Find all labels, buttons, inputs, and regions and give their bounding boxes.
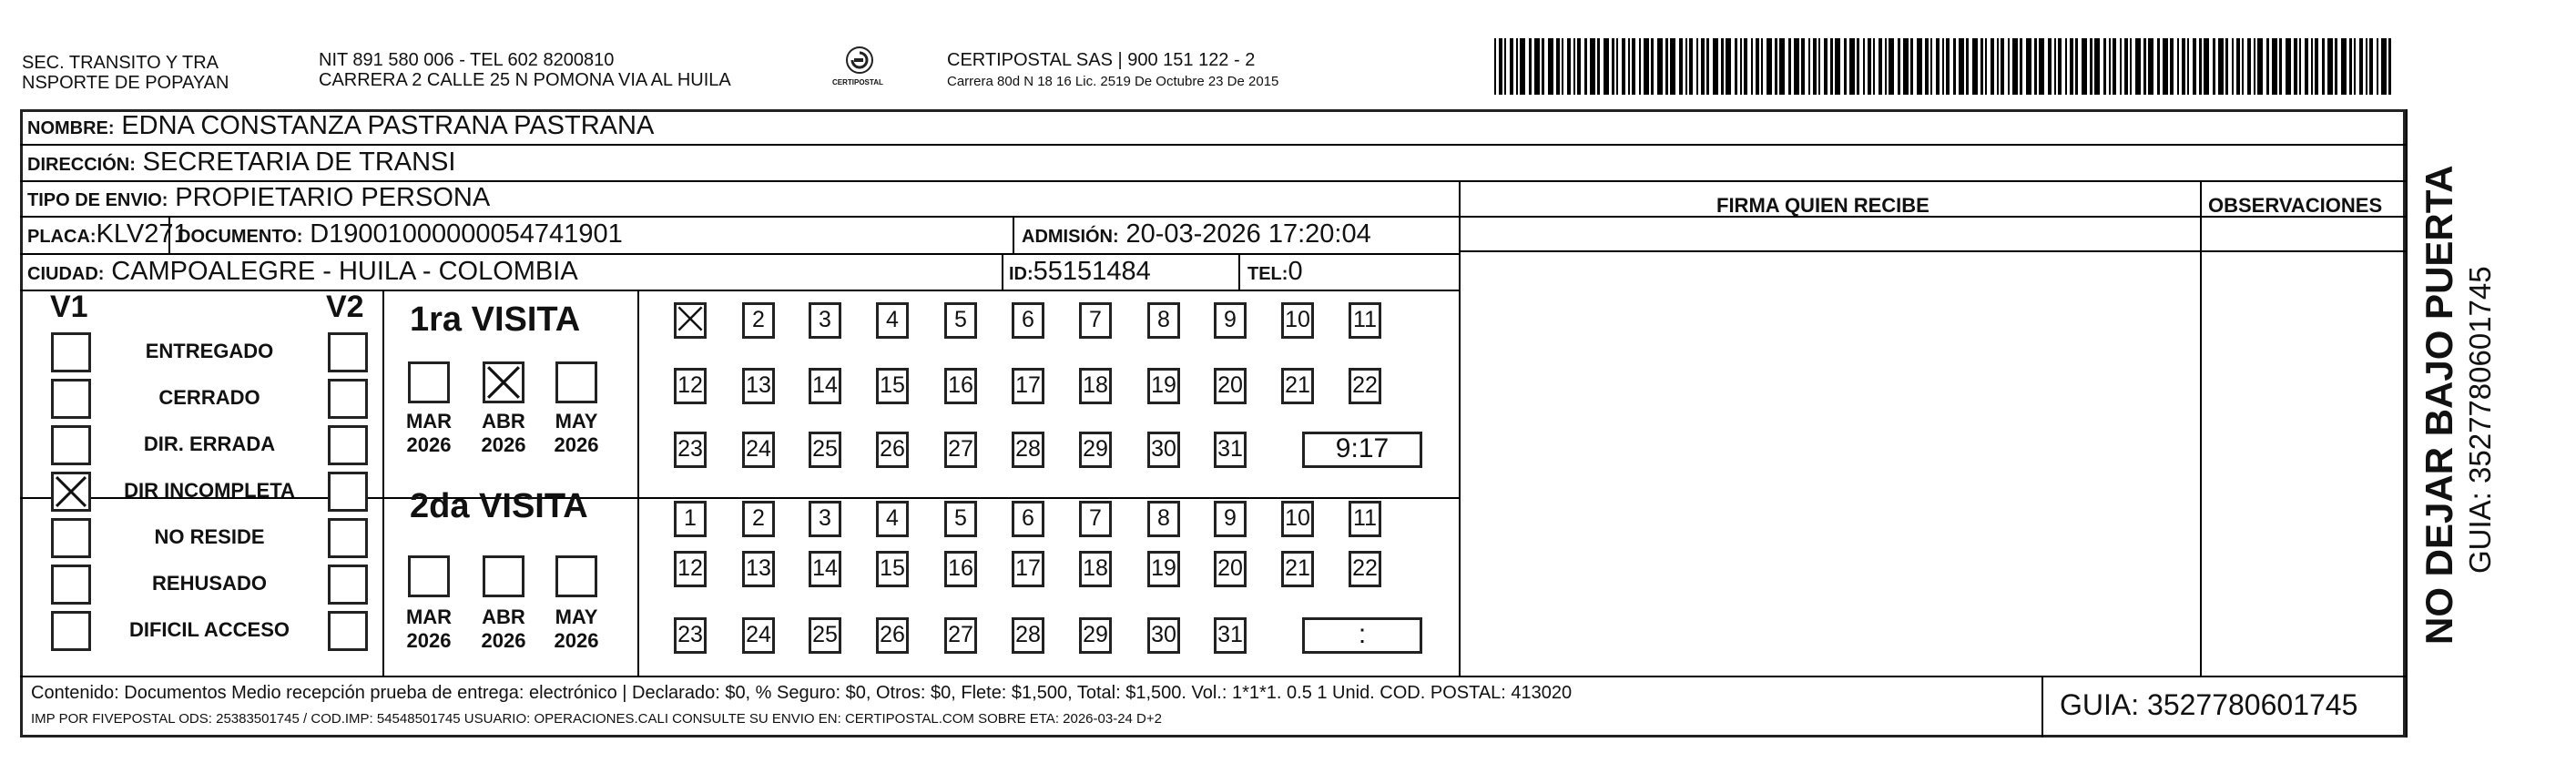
day-box[interactable]: 28	[1012, 432, 1044, 468]
day-box[interactable]: 5	[944, 501, 977, 537]
direccion-value: SECRETARIA DE TRANSI	[142, 148, 456, 177]
month-label: MAY 2026	[554, 605, 599, 652]
day-box[interactable]: 15	[876, 368, 909, 404]
day-box[interactable]: 3	[809, 302, 841, 339]
month-label: MAY 2026	[554, 410, 599, 456]
day-box[interactable]: 4	[876, 501, 909, 537]
day-box[interactable]: 22	[1349, 551, 1381, 587]
day-box[interactable]: 8	[1147, 302, 1180, 339]
day-box[interactable]: 19	[1147, 551, 1180, 587]
month-label: ABR 2026	[481, 605, 526, 652]
barcode	[1494, 38, 2396, 95]
tipo-envio-field: TIPO DE ENVIO: PROPIETARIO PERSONA	[27, 183, 491, 212]
day-box[interactable]: 5	[944, 302, 977, 339]
certipostal-logo: CERTIPOSTAL	[830, 44, 889, 91]
day-box[interactable]: 11	[1349, 302, 1381, 339]
outcome-v1-checkbox[interactable]	[51, 472, 91, 512]
v2-label: V2	[326, 290, 364, 324]
outcome-v2-checkbox[interactable]	[328, 518, 368, 558]
day-box[interactable]: 31	[1214, 432, 1247, 468]
time-box[interactable]: :	[1302, 617, 1422, 654]
id-field: ID:55151484	[1009, 257, 1151, 286]
ciudad-value: CAMPOALEGRE - HUILA - COLOMBIA	[111, 257, 578, 286]
day-box[interactable]: 27	[944, 432, 977, 468]
day-box[interactable]: 16	[944, 368, 977, 404]
time-box[interactable]: 9:17	[1302, 432, 1422, 468]
first-visit-label: 1ra VISITA	[410, 300, 581, 339]
day-box[interactable]: 25	[809, 432, 841, 468]
day-box[interactable]: 24	[742, 432, 775, 468]
day-box[interactable]: 19	[1147, 368, 1180, 404]
tel-field: TEL:0	[1247, 257, 1303, 286]
day-box[interactable]: 27	[944, 617, 977, 654]
outcome-v2-checkbox[interactable]	[328, 379, 368, 419]
day-box[interactable]	[674, 302, 707, 339]
day-box[interactable]: 30	[1147, 617, 1180, 654]
day-box[interactable]: 24	[742, 617, 775, 654]
second-visit-label: 2da VISITA	[410, 487, 588, 525]
outcome-v1-checkbox[interactable]	[51, 565, 91, 605]
day-box[interactable]: 1	[674, 501, 707, 537]
documento-value: D19001000000054741901	[310, 219, 623, 249]
day-box[interactable]: 13	[742, 551, 775, 587]
month-checkbox[interactable]	[555, 555, 597, 597]
month-label: ABR 2026	[481, 410, 526, 456]
day-box[interactable]: 20	[1214, 368, 1247, 404]
month-checkbox[interactable]	[408, 361, 450, 403]
documento-field: DOCUMENTO: D19001000000054741901	[178, 219, 623, 249]
day-box[interactable]: 21	[1281, 551, 1314, 587]
outcome-label: DIR INCOMPLETA	[124, 479, 295, 502]
day-box[interactable]: 3	[809, 501, 841, 537]
outcome-label: CERRADO	[158, 386, 260, 409]
outcome-v2-checkbox[interactable]	[328, 611, 368, 651]
office-line1: SEC. TRANSITO Y TRA	[22, 53, 219, 73]
company-name: CERTIPOSTAL SAS | 900 151 122 - 2	[947, 50, 1256, 70]
day-box[interactable]: 21	[1281, 368, 1314, 404]
company-license: Carrera 80d N 18 16 Lic. 2519 De Octubre 23 De 2015	[947, 74, 1279, 89]
nombre-value: EDNA CONSTANZA PASTRANA PASTRANA	[121, 111, 655, 140]
address-line: CARRERA 2 CALLE 25 N POMONA VIA AL HUILA	[319, 70, 731, 90]
day-box[interactable]: 17	[1012, 368, 1044, 404]
nit-line: NIT 891 580 006 - TEL 602 8200810	[319, 50, 615, 70]
day-box[interactable]: 31	[1214, 617, 1247, 654]
side-guia: GUIA: 3527780601745	[2463, 266, 2497, 574]
footer-meta: IMP POR FIVEPOSTAL ODS: 25383501745 / COD.IMP: 54548501745 USUARIO: OPERACIONES.CALI CONSULTE SU ENVIO EN: CERTIPOSTAL.COM SOBRE ETA: 2026-03-24 D+2	[31, 711, 1162, 727]
month-checkbox[interactable]	[555, 361, 597, 403]
day-box[interactable]: 12	[674, 551, 707, 587]
day-box[interactable]: 17	[1012, 551, 1044, 587]
day-box[interactable]: 26	[876, 617, 909, 654]
day-box[interactable]: 25	[809, 617, 841, 654]
month-checkbox[interactable]	[483, 555, 524, 597]
day-box[interactable]: 9	[1214, 302, 1247, 339]
tipo-envio-value: PROPIETARIO PERSONA	[175, 183, 491, 212]
day-box[interactable]: 2	[742, 302, 775, 339]
placa-field: PLACA:KLV271	[27, 219, 188, 249]
tel-value: 0	[1288, 257, 1303, 286]
day-box[interactable]: 18	[1079, 368, 1112, 404]
outcome-v2-checkbox[interactable]	[328, 472, 368, 512]
outcome-v1-checkbox[interactable]	[51, 518, 91, 558]
outcome-label: NO RESIDE	[154, 525, 265, 548]
company-info	[947, 50, 1278, 89]
v1-label: V1	[50, 290, 88, 324]
day-box[interactable]: 12	[674, 368, 707, 404]
sender-office	[22, 53, 229, 93]
outcome-v2-checkbox[interactable]	[328, 565, 368, 605]
admision-field: ADMISIÓN: 20-03-2026 17:20:04	[1022, 219, 1371, 249]
footer-content: Contenido: Documentos Medio recepción prueba de entrega: electrónico | Declarado: $0, % Seguro: $0, Otros: $0, Flete: $1,500, Total: $1,500. Vol.: 1*1*1. 0.5 1 Unid. COD. POSTAL: 413020	[31, 683, 1573, 703]
day-box[interactable]: 22	[1349, 368, 1381, 404]
admision-value: 20-03-2026 17:20:04	[1125, 219, 1371, 249]
outcome-v2-checkbox[interactable]	[328, 332, 368, 372]
day-box[interactable]: 4	[876, 302, 909, 339]
day-box[interactable]: 18	[1079, 551, 1112, 587]
day-box[interactable]: 6	[1012, 302, 1044, 339]
day-box[interactable]: 30	[1147, 432, 1180, 468]
id-value: 55151484	[1033, 257, 1151, 286]
day-box[interactable]: 26	[876, 432, 909, 468]
day-box[interactable]: 28	[1012, 617, 1044, 654]
day-box[interactable]: 29	[1079, 617, 1112, 654]
outcome-label: DIR. ERRADA	[143, 432, 276, 455]
placa-value: KLV271	[96, 219, 188, 249]
outcome-label: ENTREGADO	[145, 340, 274, 362]
day-box[interactable]: 14	[809, 368, 841, 404]
day-box[interactable]: 23	[674, 432, 707, 468]
month-label: MAR 2026	[405, 605, 453, 652]
day-box[interactable]: 16	[944, 551, 977, 587]
nombre-field: NOMBRE: EDNA CONSTANZA PASTRANA PASTRANA	[27, 111, 655, 140]
observaciones-header: OBSERVACIONES	[2208, 194, 2383, 217]
ciudad-field: CIUDAD: CAMPOALEGRE - HUILA - COLOMBIA	[27, 257, 578, 286]
side-notice: NO DEJAR BAJO PUERTA	[2418, 165, 2460, 645]
outcome-v1-checkbox[interactable]	[51, 425, 91, 465]
day-box[interactable]: 6	[1012, 501, 1044, 537]
outcome-v2-checkbox[interactable]	[328, 425, 368, 465]
day-box[interactable]: 7	[1079, 302, 1112, 339]
day-box[interactable]: 2	[742, 501, 775, 537]
footer-guia: GUIA: 3527780601745	[2060, 688, 2358, 721]
day-box[interactable]: 20	[1214, 551, 1247, 587]
outcome-v1-checkbox[interactable]	[51, 611, 91, 651]
day-box[interactable]: 10	[1281, 501, 1314, 537]
day-box[interactable]: 13	[742, 368, 775, 404]
day-box[interactable]: 9	[1214, 501, 1247, 537]
day-box[interactable]: 11	[1349, 501, 1381, 537]
month-checkbox[interactable]	[408, 555, 450, 597]
direccion-field: DIRECCIÓN: SECRETARIA DE TRANSI	[27, 148, 456, 177]
month-label: MAR 2026	[405, 410, 453, 456]
day-box[interactable]: 14	[809, 551, 841, 587]
firma-header: FIRMA QUIEN RECIBE	[1716, 194, 1929, 217]
day-box[interactable]: 10	[1281, 302, 1314, 339]
sender-contact	[319, 50, 731, 90]
outcome-label: REHUSADO	[152, 572, 267, 595]
day-box[interactable]: 7	[1079, 501, 1112, 537]
day-box[interactable]: 8	[1147, 501, 1180, 537]
month-checkbox[interactable]	[483, 361, 524, 403]
day-box[interactable]: 15	[876, 551, 909, 587]
office-line2: NSPORTE DE POPAYAN	[22, 73, 229, 93]
outcome-v1-checkbox[interactable]	[51, 332, 91, 372]
day-box[interactable]: 23	[674, 617, 707, 654]
outcome-label: DIFICIL ACCESO	[128, 618, 290, 641]
day-box[interactable]: 29	[1079, 432, 1112, 468]
outcome-v1-checkbox[interactable]	[51, 379, 91, 419]
